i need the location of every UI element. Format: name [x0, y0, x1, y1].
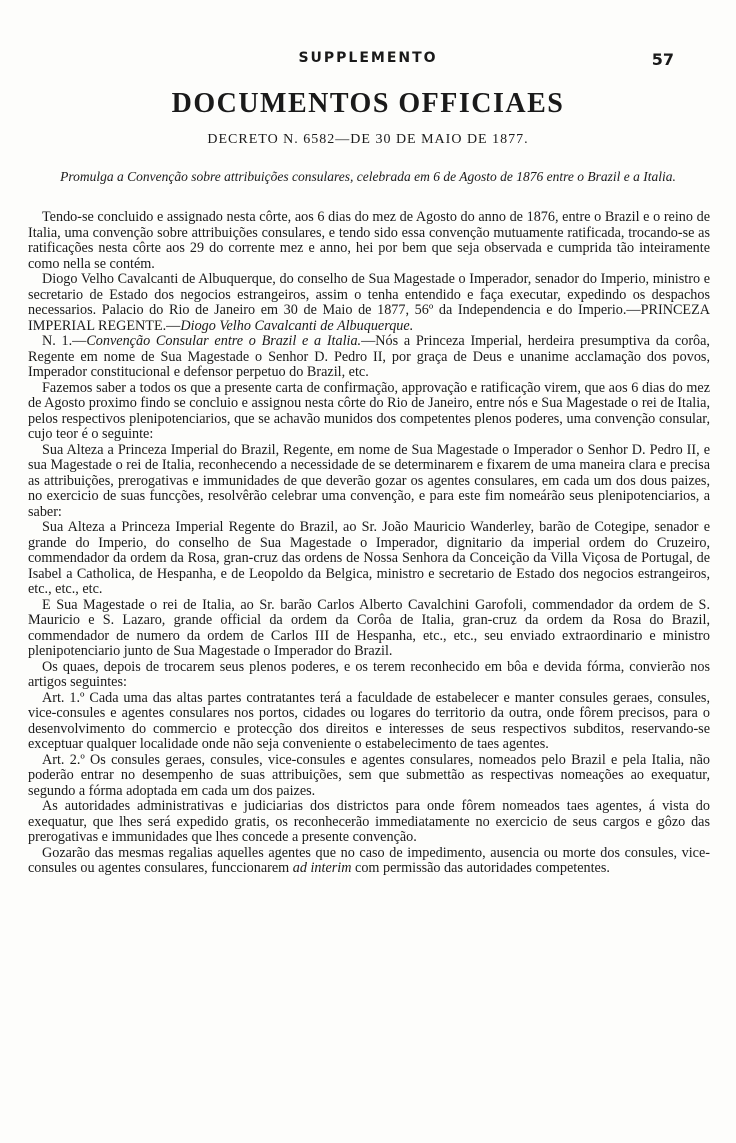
running-head — [0, 50, 736, 72]
paragraph: Os quaes, depois de trocarem seus plenos poderes, e os terem reconhecido em bôa e devida fórma, convierão nos artigos seguintes: — [28, 658, 710, 690]
paragraph: Fazemos saber a todos os que a presente carta de confirmação, approvação e ratificação virem, que aos 6 dias do mez de Agosto proximo findo se concluio e assignou nesta côrte do Rio de Janeiro, entre nós e Sua Magestade o rei de Italia, pelos respectivos plenipotenciarios, que se achavão munidos dos competentes plenos poderes, uma convenção consular, cujo teor é o seguinte: — [28, 379, 710, 442]
signature: Diogo Velho Cavalcanti de Albuquerque. — [180, 317, 414, 334]
document-title: DOCUMENTOS OFFICIAES — [171, 88, 565, 119]
decree-heading: DECRETO N. 6582—DE 30 DE MAIO DE 1877. — [207, 132, 529, 147]
convention-title: Convenção Consular entre o Brazil e a Italia. — [86, 333, 362, 349]
latin-phrase: ad interim — [292, 860, 352, 876]
document-body — [28, 210, 710, 877]
article-2: Art. 2.º Os consules geraes, consules, vice-consules e agentes consulares, nomeados pelo Brazil e pela Italia, não poderão entrar no desempenho de suas attribuições, sem que submettão as respectivas nomeações ao exequatur, segundo a fórma adoptada em cada um dos paizes. — [28, 751, 710, 799]
article-1: Art. 1.º Cada uma das altas partes contratantes terá a faculdade de estabelecer e manter consules geraes, consules, vice-consules e agentes consulares nos portos, cidades ou logares do territorio da outra, onde fôrem precisos, para o desenvolvimento do commercio e protecção dos direitos e interesses de seus respectivos subditos, reservando-se exceptuar qualquer localidade onde não seja conveniente o estabelecimento de taes agentes. — [28, 689, 710, 752]
promulgation-summary: Promulga a Convenção sobre attribuições consulares, celebrada em 6 de Agosto de 1876 entre o Brazil e a Italia. — [60, 169, 676, 184]
paragraph: Tendo-se concluido e assignado nesta côrte, aos 6 dias do mez de Agosto do anno de 1876, entre o Brazil e o reino de Italia, uma convenção sobre attribuições consulares, e tendo sido essa convenção mutuamente ratificada, trocando-se as ratificações nesta côrte aos 29 do corrente mez e anno, hei por bem que seja observada e cumprida tão inteiramente como nella se contém. — [28, 209, 710, 272]
paragraph: N. 1.—Convenção Consular entre o Brazil e a Italia.—Nós a Princeza Imperial, herdeira presumptiva da corôa, Regente em nome de Sua Magestade o Senhor D. Pedro II, por graça de Deus e unanime acclamação dos povos, Imperador constitucional e defensor perpetuo do Brazil, etc. — [28, 333, 710, 380]
paragraph: Diogo Velho Cavalcanti de Albuquerque, do conselho de Sua Magestade o Imperador, senador do Imperio, ministro e secretario de Estado dos negocios estrangeiros, assim o tenha entendido e faça executar, expedindo os despachos necessarios. Palacio do Rio de Janeiro em 30 de Maio de 1877, 56º da Independencia e do Imperio.—PRINCEZA IMPERIAL REGENTE.—Diogo Velho Cavalcanti de Albuquerque. — [28, 271, 710, 334]
paragraph: Sua Alteza a Princeza Imperial Regente do Brazil, ao Sr. João Mauricio Wanderley, barão de Cotegipe, senador e grande do Imperio, do conselho de Sua Magestade o Imperador, dignitario da imperial ordem do Cruzeiro, commendador da ordem da Rosa, gran-cruz das ordens de Nossa Senhora da Conceição da Villa Viçosa de Portugal, de Isabel a Catholica, de Hespanha, e de Leopoldo da Belgica, ministro e secretario de Estado dos negocios estrangeiros, etc., etc., etc. — [28, 519, 710, 597]
paragraph: As autoridades administrativas e judiciarias dos districtos para onde fôrem nomeados taes agentes, á vista do exequatur, que lhes será expedido gratis, os reconhecerão immediatamente no exercicio de seus cargos e gôzo das prerogativas e immunidades que lhes concede a presente convenção. — [28, 798, 710, 845]
running-title: SUPPLEMENTO — [298, 50, 438, 66]
paragraph: Sua Alteza a Princeza Imperial do Brazil, Regente, em nome de Sua Magestade o Imperador o Senhor D. Pedro II, e sua Magestade o rei de Italia, reconhecendo a necessidade de se determinarem e fixarem de uma maneira clara e precisa as attribuições, prerogativas e immunidades de que deverão gozar os agentes consulares, em cada um dos dous paizes, no exercicio de suas funcções, resolvêrão celebrar uma convenção, e para este fim nomeárão seus plenipotenciarios, a saber: — [28, 441, 710, 520]
page-number: 57 — [651, 50, 674, 69]
paragraph: E Sua Magestade o rei de Italia, ao Sr. barão Carlos Alberto Cavalchini Garofoli, commendador da ordem de S. Mauricio e S. Lazaro, grande official da ordem da Corôa de Italia, gran-cruz da ordem da Rosa do Brazil, commendador de numero da ordem de Carlos III de Hespanha, etc., etc., seu enviado extraordinario e ministro plenipotenciario junto de Sua Magestade o Imperador do Brazil. — [28, 596, 710, 659]
paragraph: Gozarão das mesmas regalias aquelles agentes que no caso de impedimento, ausencia ou morte dos consules, vice-consules ou agentes consulares, funccionarem ad interim com permissão das autoridades competentes. — [28, 844, 710, 876]
